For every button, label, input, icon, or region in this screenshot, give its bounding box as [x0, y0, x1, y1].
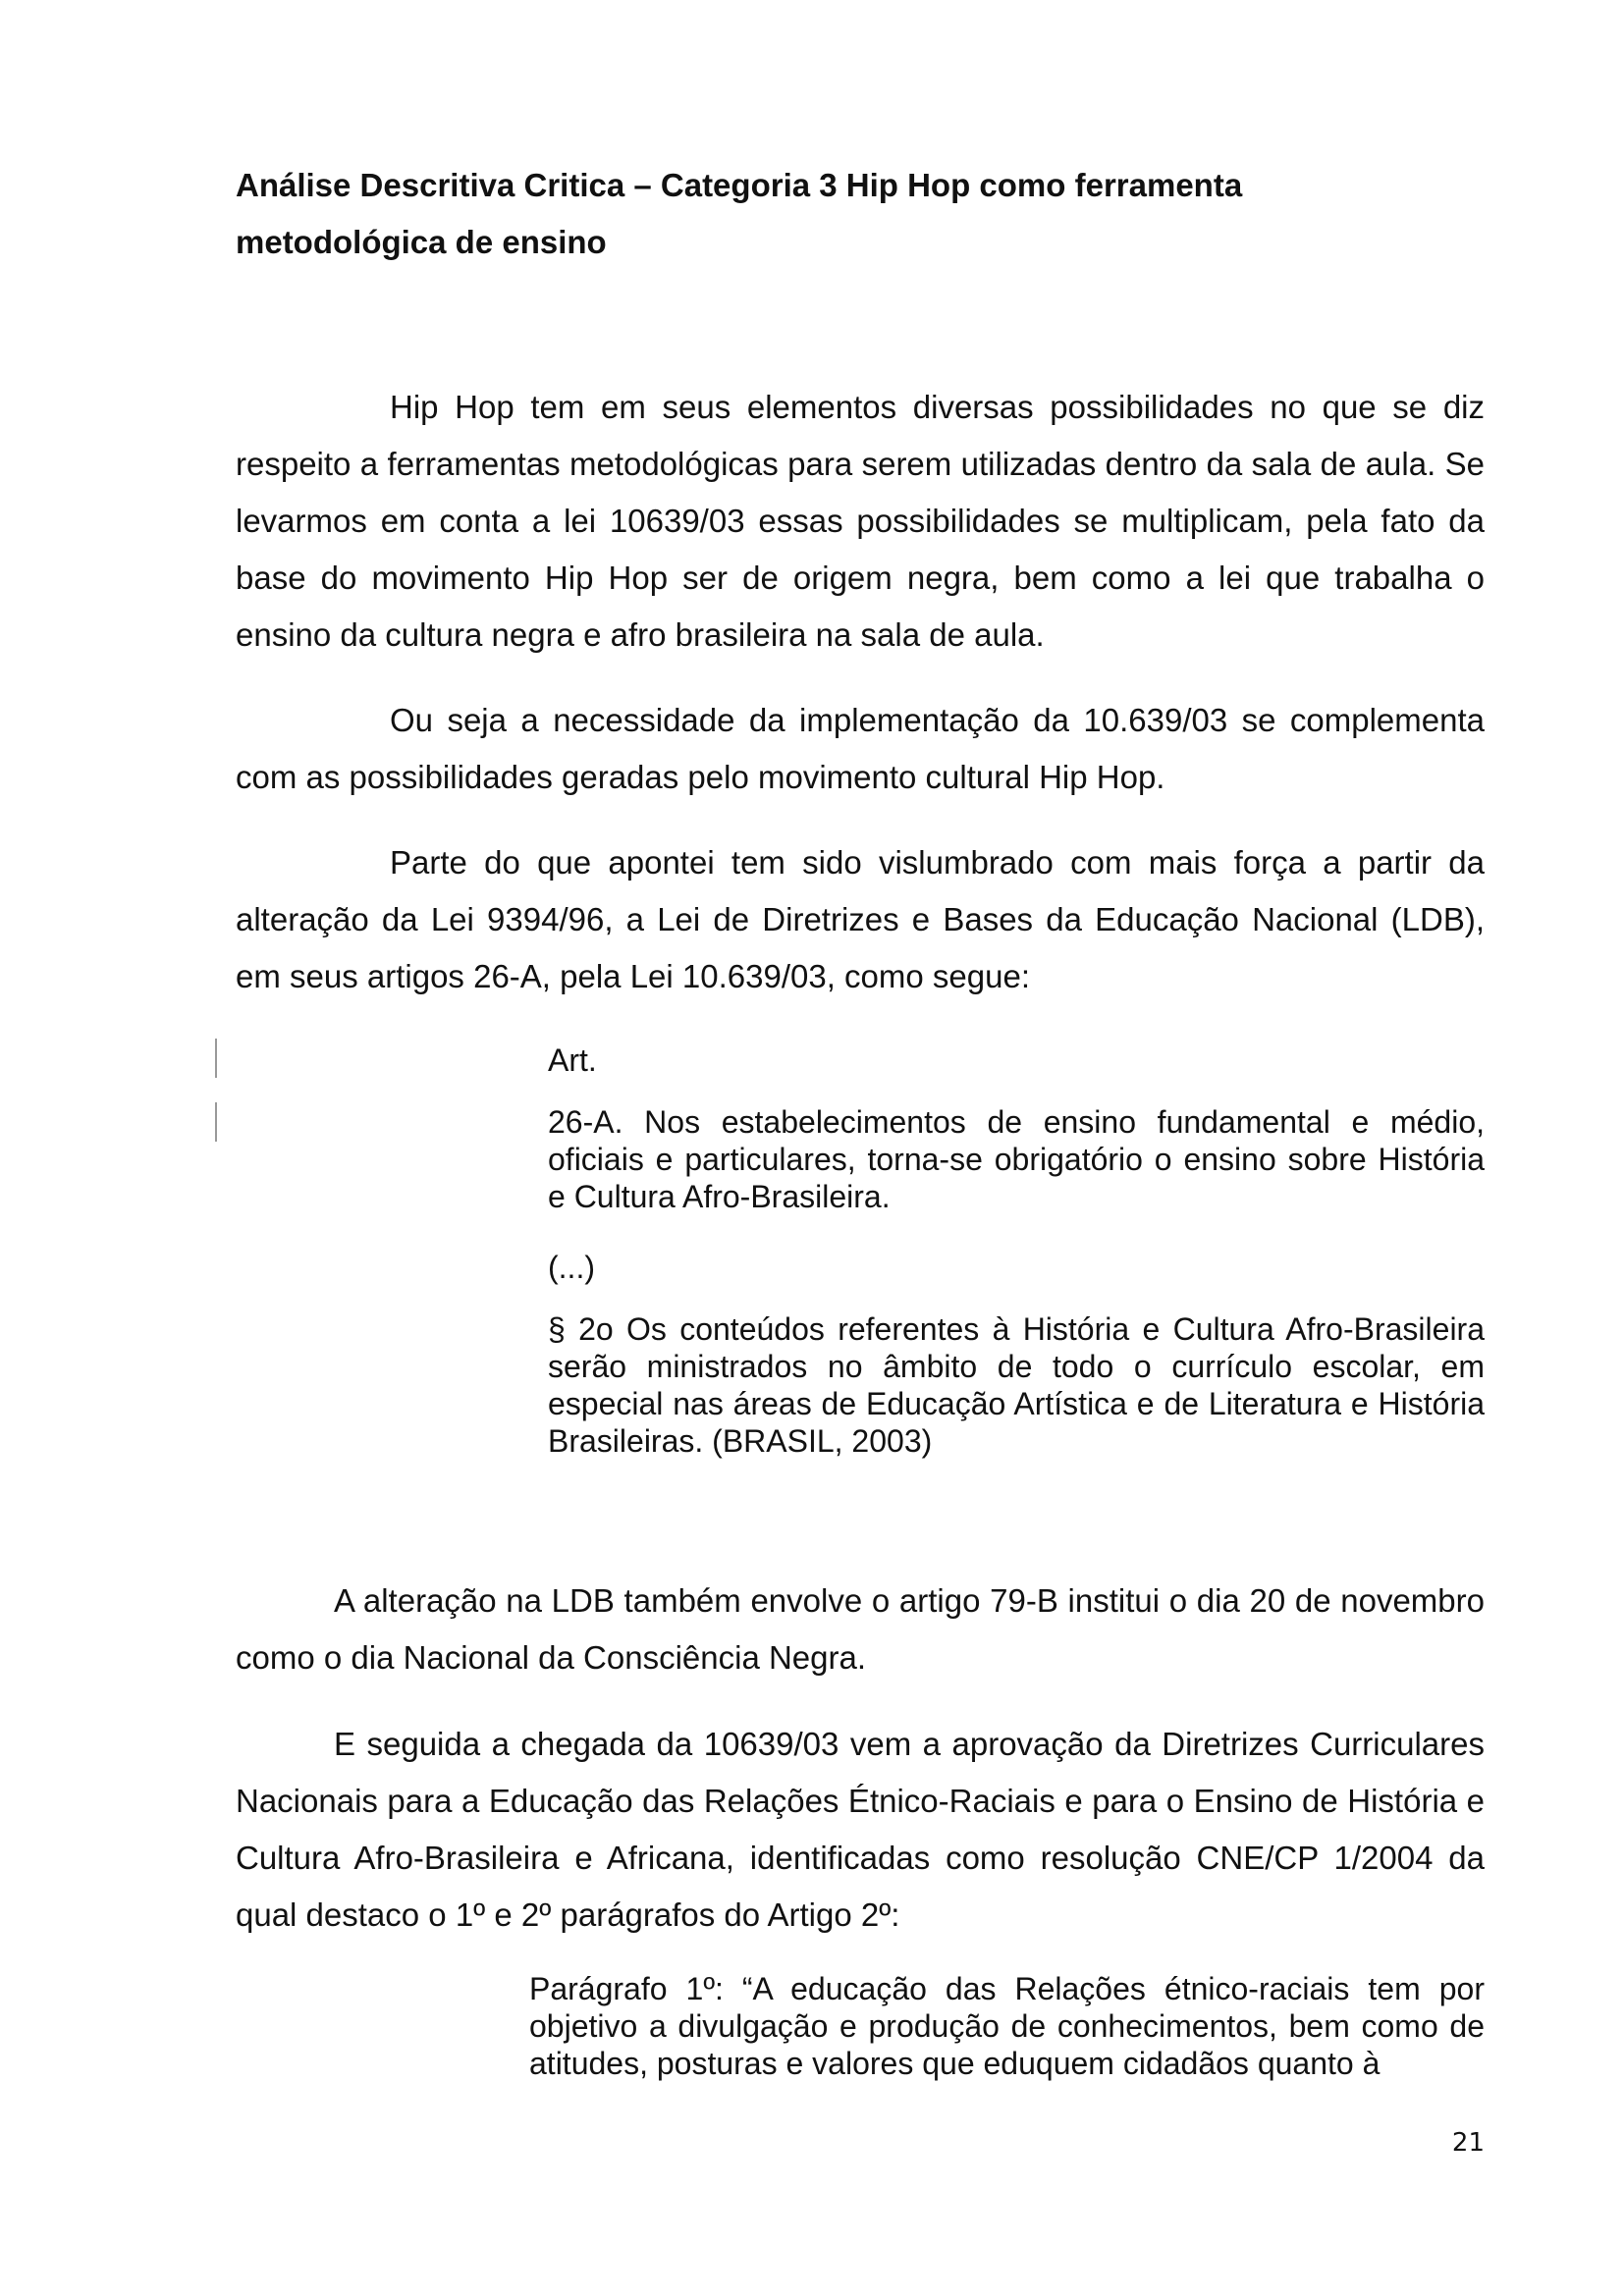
section-heading [236, 157, 1492, 271]
paragraph-implementation: Ou seja a necessidade da implementação da 10.639/03 se complementa com as possibilidades geradas pelo movimento cultural Hip Hop. [236, 702, 1485, 795]
quote-ellipsis: (...) [548, 1250, 595, 1285]
revision-mark [215, 1039, 217, 1078]
quote-article-26a: 26-A. Nos estabelecimentos de ensino fundamental e médio, oficiais e particulares, torna-se obrigatório o ensino sobre História e Cultura Afro-Brasileira. [548, 1104, 1485, 1214]
revision-mark [215, 1102, 217, 1142]
paragraph-ldb-alteration: Parte do que apontei tem sido vislumbrado com mais força a partir da alteração da Lei 9394/96, a Lei de Diretrizes e Bases da Educação Nacional (LDB), em seus artigos 26-A, pela Lei 10.639/03, como segue: [236, 844, 1485, 994]
heading-line-2: metodológica de ensino [236, 224, 607, 260]
quote-art-label: Art. [548, 1042, 597, 1078]
paragraph-diretrizes: E seguida a chegada da 10639/03 vem a aprovação da Diretrizes Curriculares Nacionais para a Educação das Relações Étnico-Raciais e para o Ensino de História e Cultura Afro-Brasileira e Africana, identificadas como resolução CNE/CP 1/2004 da qual destaco o 1º e 2º parágrafos do Artigo 2º: [236, 1726, 1485, 1933]
paragraph-hip-hop-elements: Hip Hop tem em seus elementos diversas possibilidades no que se diz respeito a ferramentas metodológicas para serem utilizadas dentro da sala de aula. Se levarmos em conta a lei 10639/03 essas possibilidades se multiplicam, pela fato da base do movimento Hip Hop ser de origem negra, bem como a lei que trabalha o ensino da cultura negra e afro brasileira na sala de aula. [236, 389, 1485, 653]
paragraph-article-79b: A alteração na LDB também envolve o artigo 79-B institui o dia 20 de novembro como o dia Nacional da Consciência Negra. [236, 1582, 1485, 1676]
quote-paragrafo-1: Parágrafo 1º: “A educação das Relações étnico-raciais tem por objetivo a divulgação e produção de conhecimentos, bem como de atitudes, posturas e valores que eduquem cidadãos quanto à [529, 1971, 1485, 2081]
page-number: 21 [1451, 2128, 1485, 2158]
quote-section-2o: § 2o Os conteúdos referentes à História e Cultura Afro-Brasileira serão ministrados no âmbito de todo o currículo escolar, em especial nas áreas de Educação Artística e de Literatura e História Brasileiras. (BRASIL, 2003) [548, 1311, 1485, 1459]
heading-line-1: Análise Descritiva Critica – Categoria 3 Hip Hop como ferramenta [236, 167, 1243, 203]
